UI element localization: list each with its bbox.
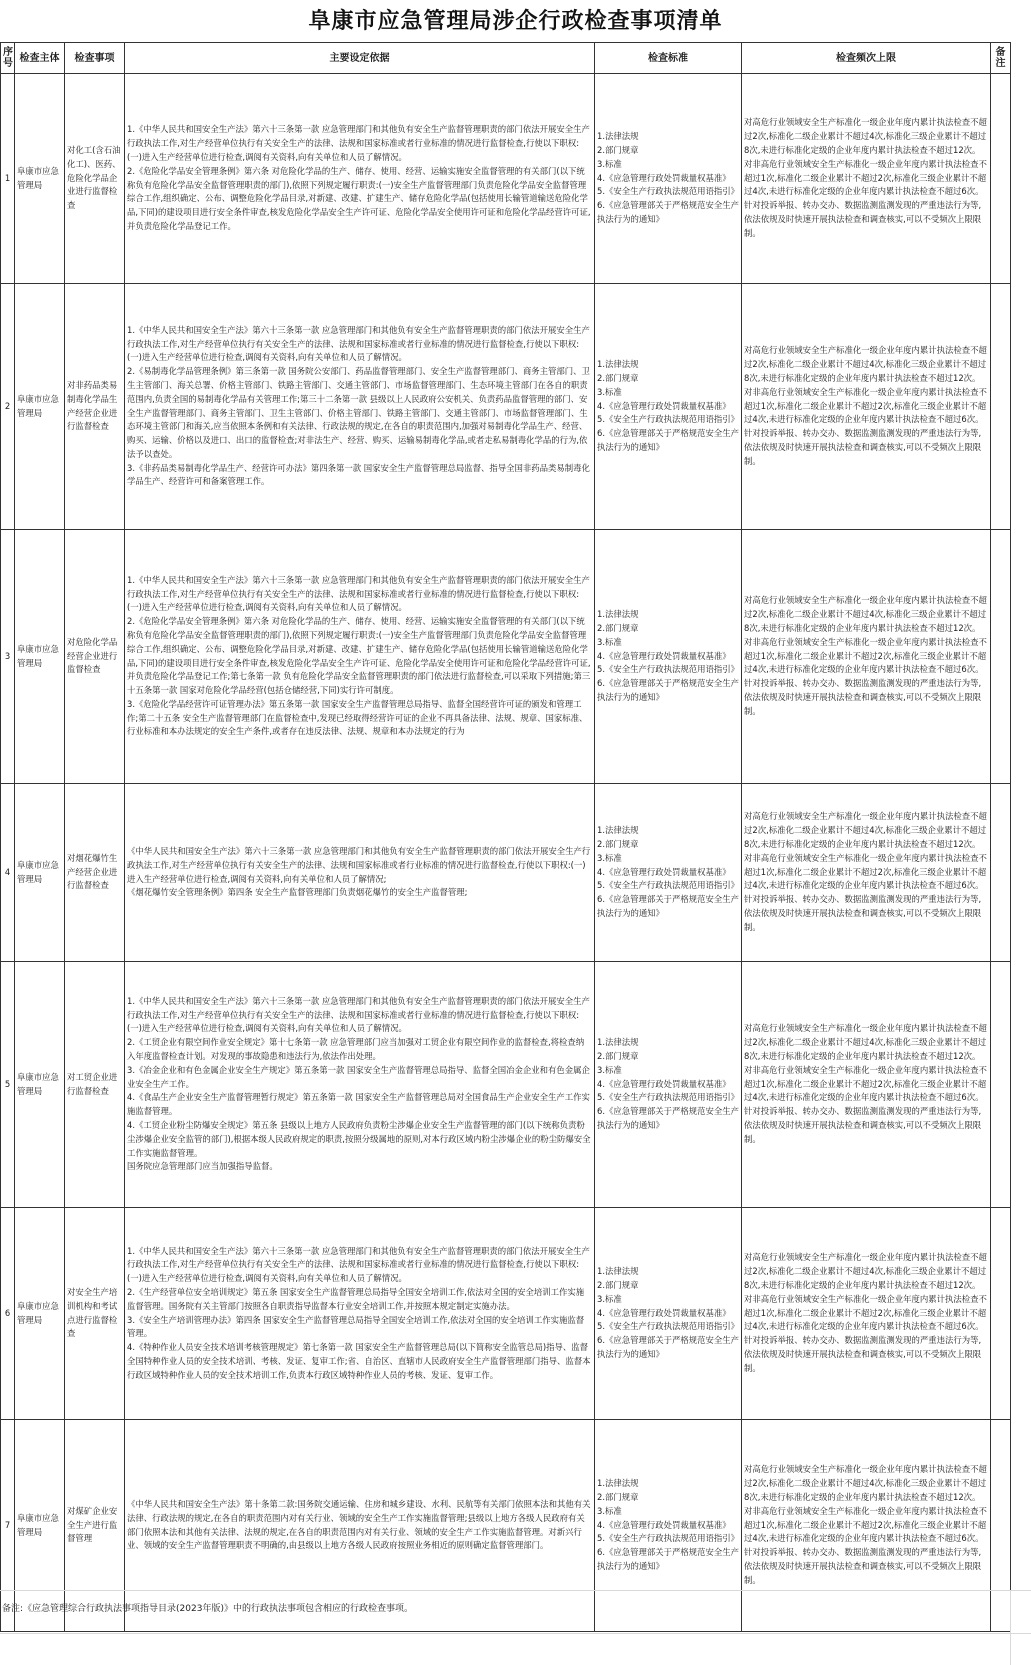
standard-cell: 1.法律法规 2.部门规章 3.标准 4.《应急管理行政处罚裁量权基准》 5.《安全生产行政执法规范用语指引》 6.《应急管理部关于严格规范安全生产执法行为的通知》 <box>595 784 742 962</box>
seq-cell: 4 <box>1 784 15 962</box>
frequency-cell: 对高危行业领域安全生产标准化一级企业年度内累计执法检查不超过2次,标准化二级企业累计不超过4次,标准化三级企业累计不超过8次,未进行标准化定级的企业年度内累计执法检查不超过12次。对非高危行业领域安全生产标准化一级企业年度内累计执法检查不超过1次,标准化二级企业累计不超过2次,标准化三级企业累计不超过4次,未进行标准化定级的企业年度内累计执法检查不超过6次。针对投诉举报、转办交办、数据监测监测发现的严重违法行为等,依法依规及时快速开展执法检查和调查核实,可以不受频次上限限制。 <box>742 1420 991 1632</box>
basis-cell: 《中华人民共和国安全生产法》第十条第二款:国务院交通运输、住房和城乡建设、水利、民航等有关部门依照本法和其他有关法律、行政法规的规定,在各自的职责范围内对有关行业、领域的安全生产工作实施监督管理;县级以上地方各级人民政府有关部门依照本法和其他有关法律、法规的规定,在各自的职责范围内对有关行业、领域的安全生产工作实施监督管理。对新兴行业、领域的安全生产监督管理职责不明确的,由县级以上地方各级人民政府按照业务相近的原则确定监督管理部门。 <box>125 1420 595 1632</box>
basis-cell: 《中华人民共和国安全生产法》第六十三条第一款 应急管理部门和其他负有安全生产监督管理职责的部门依法开展安全生产行政执法工作,对生产经营单位执行有关安全生产的法律、法规和国家标准或者行业标准的情况进行监督检查,行使以下职权:(一)进入生产经营单位进行检查,调阅有关资料,向有关单位和人员了解情况; 《烟花爆竹安全管理条例》第四条 安全生产监督管理部门负责烟花爆竹的安全生产监督管理; <box>125 784 595 962</box>
basis-cell: 1.《中华人民共和国安全生产法》第六十三条第一款 应急管理部门和其他负有安全生产监督管理职责的部门依法开展安全生产行政执法工作,对生产经营单位执行有关安全生产的法律、法规和国家标准或者行业标准的情况进行监督检查,行使以下职权:(一)进入生产经营单位进行检查,调阅有关资料,向有关单位和人员了解情况。 2.《工贸企业有限空间作业安全规定》第十七条第一款 应急管理部门应当加强对工贸企业有限空间作业的监督检查,将检查纳入年度监督检查计划。对发现的事故隐患和违法行为,依法作出处理。 3.《冶金企业和有色金属企业安全生产规定》第五条第一款 国家安全生产监督管理总局指导、监督全国冶金企业和有色金属企业安全生产工作。 4.《食品生产企业安全生产监督管理暂行规定》第五条第一款 国家安全生产监督管理总局对全国食品生产企业安全生产工作实施监督管理。 4.《工贸企业粉尘防爆安全规定》第五条 县级以上地方人民政府负责粉尘涉爆企业安全生产监督管理的部门(以下统称负责粉尘涉爆企业安全监管的部门),根据本级人民政府规定的职责,按照分级属地的原则,对本行政区域内粉尘涉爆企业的粉尘防爆安全工作实施监督管理。 国务院应急管理部门应当加强指导监督。 <box>125 962 595 1208</box>
item-cell: 对烟花爆竹生产经营企业进行监督检查 <box>65 784 125 962</box>
frequency-cell: 对高危行业领域安全生产标准化一级企业年度内累计执法检查不超过2次,标准化二级企业累计不超过4次,标准化三级企业累计不超过8次,未进行标准化定级的企业年度内累计执法检查不超过12次。对非高危行业领域安全生产标准化一级企业年度内累计执法检查不超过1次,标准化二级企业累计不超过2次,标准化三级企业累计不超过4次,未进行标准化定级的企业年度内累计执法检查不超过6次。针对投诉举报、转办交办、数据监测监测发现的严重违法行为等,依法依规及时快速开展执法检查和调查核实,可以不受频次上限限制。 <box>742 962 991 1208</box>
item-cell: 对安全生产培训机构和考试点进行监督检查 <box>65 1208 125 1420</box>
header-frequency: 检查频次上限 <box>742 43 991 74</box>
frequency-cell: 对高危行业领域安全生产标准化一级企业年度内累计执法检查不超过2次,标准化二级企业累计不超过4次,标准化三级企业累计不超过8次,未进行标准化定级的企业年度内累计执法检查不超过12次。对非高危行业领域安全生产标准化一级企业年度内累计执法检查不超过1次,标准化二级企业累计不超过2次,标准化三级企业累计不超过4次,未进行标准化定级的企业年度内累计执法检查不超过6次。针对投诉举报、转办交办、数据监测监测发现的严重违法行为等,依法依规及时快速开展执法检查和调查核实,可以不受频次上限限制。 <box>742 784 991 962</box>
header-subject: 检查主体 <box>15 43 65 74</box>
seq-cell: 2 <box>1 284 15 530</box>
sheet-gridline <box>0 1633 1031 1634</box>
frequency-cell: 对高危行业领域安全生产标准化一级企业年度内累计执法检查不超过2次,标准化二级企业累计不超过4次,标准化三级企业累计不超过8次,未进行标准化定级的企业年度内累计执法检查不超过12次。对非高危行业领域安全生产标准化一级企业年度内累计执法检查不超过1次,标准化二级企业累计不超过2次,标准化三级企业累计不超过4次,未进行标准化定级的企业年度内累计执法检查不超过6次。针对投诉举报、转办交办、数据监测监测发现的严重违法行为等,依法依规及时快速开展执法检查和调查核实,可以不受频次上限限制。 <box>742 284 991 530</box>
subject-cell: 阜康市应急管理局 <box>15 74 65 284</box>
footnote: 备注:《应急管理综合行政执法事项指导目录(2023年版)》中的行政执法事项包含相应的行政检查事项。 <box>2 1604 413 1614</box>
item-cell: 对工贸企业进行监督检查 <box>65 962 125 1208</box>
item-cell: 对煤矿企业安全生产进行监督管理 <box>65 1420 125 1632</box>
header-item: 检查事项 <box>65 43 125 74</box>
seq-cell: 3 <box>1 530 15 784</box>
header-remark: 备注 <box>991 43 1011 74</box>
header-seq: 序号 <box>1 43 15 74</box>
table-row <box>1 1420 1011 1632</box>
standard-cell: 1.法律法规 2.部门规章 3.标准 4.《应急管理行政处罚裁量权基准》 5.《安全生产行政执法规范用语指引》 6.《应急管理部关于严格规范安全生产执法行为的通知》 <box>595 962 742 1208</box>
remark-cell <box>991 784 1011 962</box>
table-row <box>1 784 1011 962</box>
item-cell: 对危险化学品经营企业进行监督检查 <box>65 530 125 784</box>
inspection-table <box>0 42 1011 1632</box>
frequency-cell: 对高危行业领域安全生产标准化一级企业年度内累计执法检查不超过2次,标准化二级企业累计不超过4次,标准化三级企业累计不超过8次,未进行标准化定级的企业年度内累计执法检查不超过12次。对非高危行业领域安全生产标准化一级企业年度内累计执法检查不超过1次,标准化二级企业累计不超过2次,标准化三级企业累计不超过4次,未进行标准化定级的企业年度内累计执法检查不超过6次。针对投诉举报、转办交办、数据监测监测发现的严重违法行为等,依法依规及时快速开展执法检查和调查核实,可以不受频次上限限制。 <box>742 74 991 284</box>
subject-cell: 阜康市应急管理局 <box>15 962 65 1208</box>
table-row <box>1 962 1011 1208</box>
sheet-gridline <box>1010 1590 1011 1665</box>
table-row <box>1 74 1011 284</box>
seq-cell: 6 <box>1 1208 15 1420</box>
frequency-cell: 对高危行业领域安全生产标准化一级企业年度内累计执法检查不超过2次,标准化二级企业累计不超过4次,标准化三级企业累计不超过8次,未进行标准化定级的企业年度内累计执法检查不超过12次。对非高危行业领域安全生产标准化一级企业年度内累计执法检查不超过1次,标准化二级企业累计不超过2次,标准化三级企业累计不超过4次,未进行标准化定级的企业年度内累计执法检查不超过6次。针对投诉举报、转办交办、数据监测监测发现的严重违法行为等,依法依规及时快速开展执法检查和调查核实,可以不受频次上限限制。 <box>742 1208 991 1420</box>
seq-cell: 7 <box>1 1420 15 1632</box>
header-row <box>1 43 1011 74</box>
basis-cell: 1.《中华人民共和国安全生产法》第六十三条第一款 应急管理部门和其他负有安全生产监督管理职责的部门依法开展安全生产行政执法工作,对生产经营单位执行有关安全生产的法律、法规和国家标准或者行业标准的情况进行监督检查,行使以下职权:(一)进入生产经营单位进行检查,调阅有关资料,向有关单位和人员了解情况。 2.《易制毒化学品管理条例》第三条第一款 国务院公安部门、药品监督管理部门、安全生产监督管理部门、商务主管部门、卫生主管部门、海关总署、价格主管部门、铁路主管部门、交通主管部门、市场监督管理部门、生态环境主管部门在各自的职责范围内,负责全国的易制毒化学品有关管理工作;第三十二条第一款 县级以上人民政府公安机关、负责药品监督管理的部门、安全生产监督管理部门、商务主管部门、卫生主管部门、价格主管部门、铁路主管部门、交通主管部门、市场监督管理部门、生态环境主管部门和海关,应当依照本条例和有关法律、行政法规的规定,在各自的职责范围内,加强对易制毒化学品生产、经营、购买、运输、价格以及进口、出口的监督检查;对非法生产、经营、购买、运输易制毒化学品,或者走私易制毒化学品的行为,依法予以查处。 3.《非药品类易制毒化学品生产、经营许可办法》第四条第一款 国家安全生产监督管理总局监督、指导全国非药品类易制毒化学品生产、经营许可和备案管理工作。 <box>125 284 595 530</box>
standard-cell: 1.法律法规 2.部门规章 3.标准 4.《应急管理行政处罚裁量权基准》 5.《安全生产行政执法规范用语指引》 6.《应急管理部关于严格规范安全生产执法行为的通知》 <box>595 1420 742 1632</box>
basis-cell: 1.《中华人民共和国安全生产法》第六十三条第一款 应急管理部门和其他负有安全生产监督管理职责的部门依法开展安全生产行政执法工作,对生产经营单位执行有关安全生产的法律、法规和国家标准或者行业标准的情况进行监督检查,行使以下职权:(一)进入生产经营单位进行检查,调阅有关资料,向有关单位和人员了解情况。 2.《生产经营单位安全培训规定》第五条 国家安全生产监督管理总局指导全国安全培训工作,依法对全国的安全培训工作实施监督管理。国务院有关主管部门按照各自职责指导监督本行业安全培训工作,并按照本规定制定实施办法。 3.《安全生产培训管理办法》第四条 国家安全生产监督管理总局指导全国安全培训工作,依法对全国的安全培训工作实施监督管理。 4.《特种作业人员安全技术培训考核管理规定》第七条第一款 国家安全生产监督管理总局(以下简称安全监管总局)指导、监督全国特种作业人员的安全技术培训、考核、发证、复审工作;省、自治区、直辖市人民政府安全生产监督管理部门指导、监督本行政区域特种作业人员的安全技术培训工作,负责本行政区域特种作业人员的考核、发证、复审工作。 <box>125 1208 595 1420</box>
standard-cell: 1.法律法规 2.部门规章 3.标准 4.《应急管理行政处罚裁量权基准》 5.《安全生产行政执法规范用语指引》 6.《应急管理部关于严格规范安全生产执法行为的通知》 <box>595 530 742 784</box>
remark-cell <box>991 530 1011 784</box>
item-cell: 对非药品类易制毒化学品生产经营企业进行监督检查 <box>65 284 125 530</box>
basis-cell: 1.《中华人民共和国安全生产法》第六十三条第一款 应急管理部门和其他负有安全生产监督管理职责的部门依法开展安全生产行政执法工作,对生产经营单位执行有关安全生产的法律、法规和国家标准或者行业标准的情况进行监督检查,行使以下职权:(一)进入生产经营单位进行检查,调阅有关资料,向有关单位和人员了解情况。 2.《危险化学品安全管理条例》第六条 对危险化学品的生产、储存、使用、经营、运输实施安全监督管理的有关部门(以下统称负有危险化学品安全监督管理职责的部门),依照下列规定履行职责:(一)安全生产监督管理部门负责危险化学品安全监督管理综合工作,组织确定、公布、调整危险化学品目录,对新建、改建、扩建生产、储存危险化学品(包括使用长输管道输送危险化学品,下同)的建设项目进行安全条件审查,核发危险化学品安全生产许可证、危险化学品安全使用许可证和危险化学品经营许可证,并负责危险化学品登记工作。 <box>125 74 595 284</box>
basis-cell: 1.《中华人民共和国安全生产法》第六十三条第一款 应急管理部门和其他负有安全生产监督管理职责的部门依法开展安全生产行政执法工作,对生产经营单位执行有关安全生产的法律、法规和国家标准或者行业标准的情况进行监督检查,行使以下职权:(一)进入生产经营单位进行检查,调阅有关资料,向有关单位和人员了解情况。 2.《危险化学品安全管理条例》第六条 对危险化学品的生产、储存、使用、经营、运输实施安全监督管理的有关部门(以下统称负有危险化学品安全监督管理职责的部门),依照下列规定履行职责:(一)安全生产监督管理部门负责危险化学品安全监督管理综合工作,组织确定、公布、调整危险化学品目录,对新建、改建、扩建生产、储存危险化学品(包括使用长输管道输送危险化学品,下同)的建设项目进行安全条件审查,核发危险化学品安全生产许可证、危险化学品安全使用许可证和危险化学品经营许可证,并负责危险化学品登记工作;第七条第一款 负有危险化学品安全监督管理职责的部门依法进行监督检查,可以采取下列措施;第三十五条第一款 国家对危险化学品经营(包括仓储经营,下同)实行许可制度。 3.《危险化学品经营许可证管理办法》第五条第一款 国家安全生产监督管理总局指导、监督全国经营许可证的颁发和管理工作;第二十五条 安全生产监督管理部门在监督检查中,发现已经取得经营许可证的企业不再具备法律、法规、规章、国家标准、行业标准和本办法规定的安全生产条件,或者存在违反法律、法规、规章和本办法规定的行为 <box>125 530 595 784</box>
seq-cell: 1 <box>1 74 15 284</box>
remark-cell <box>991 74 1011 284</box>
remark-cell <box>991 1420 1011 1632</box>
item-cell: 对化工(含石油化工)、医药、危险化学品企业进行监督检查 <box>65 74 125 284</box>
standard-cell: 1.法律法规 2.部门规章 3.标准 4.《应急管理行政处罚裁量权基准》 5.《安全生产行政执法规范用语指引》 6.《应急管理部关于严格规范安全生产执法行为的通知》 <box>595 74 742 284</box>
sheet-gridline <box>0 1590 1031 1591</box>
table-row <box>1 284 1011 530</box>
frequency-cell: 对高危行业领域安全生产标准化一级企业年度内累计执法检查不超过2次,标准化二级企业累计不超过4次,标准化三级企业累计不超过8次,未进行标准化定级的企业年度内累计执法检查不超过12次。对非高危行业领域安全生产标准化一级企业年度内累计执法检查不超过1次,标准化二级企业累计不超过2次,标准化三级企业累计不超过4次,未进行标准化定级的企业年度内累计执法检查不超过6次。针对投诉举报、转办交办、数据监测监测发现的严重违法行为等,依法依规及时快速开展执法检查和调查核实,可以不受频次上限限制。 <box>742 530 991 784</box>
header-standard: 检查标准 <box>595 43 742 74</box>
table-row <box>1 530 1011 784</box>
table-row <box>1 1208 1011 1420</box>
subject-cell: 阜康市应急管理局 <box>15 1420 65 1632</box>
table-body <box>1 74 1011 1632</box>
page-title: 阜康市应急管理局涉企行政检查事项清单 <box>308 8 723 34</box>
remark-cell <box>991 284 1011 530</box>
remark-cell <box>991 962 1011 1208</box>
standard-cell: 1.法律法规 2.部门规章 3.标准 4.《应急管理行政处罚裁量权基准》 5.《安全生产行政执法规范用语指引》 6.《应急管理部关于严格规范安全生产执法行为的通知》 <box>595 284 742 530</box>
subject-cell: 阜康市应急管理局 <box>15 1208 65 1420</box>
subject-cell: 阜康市应急管理局 <box>15 784 65 962</box>
subject-cell: 阜康市应急管理局 <box>15 530 65 784</box>
remark-cell <box>991 1208 1011 1420</box>
standard-cell: 1.法律法规 2.部门规章 3.标准 4.《应急管理行政处罚裁量权基准》 5.《安全生产行政执法规范用语指引》 6.《应急管理部关于严格规范安全生产执法行为的通知》 <box>595 1208 742 1420</box>
subject-cell: 阜康市应急管理局 <box>15 284 65 530</box>
header-basis: 主要设定依据 <box>125 43 595 74</box>
seq-cell: 5 <box>1 962 15 1208</box>
